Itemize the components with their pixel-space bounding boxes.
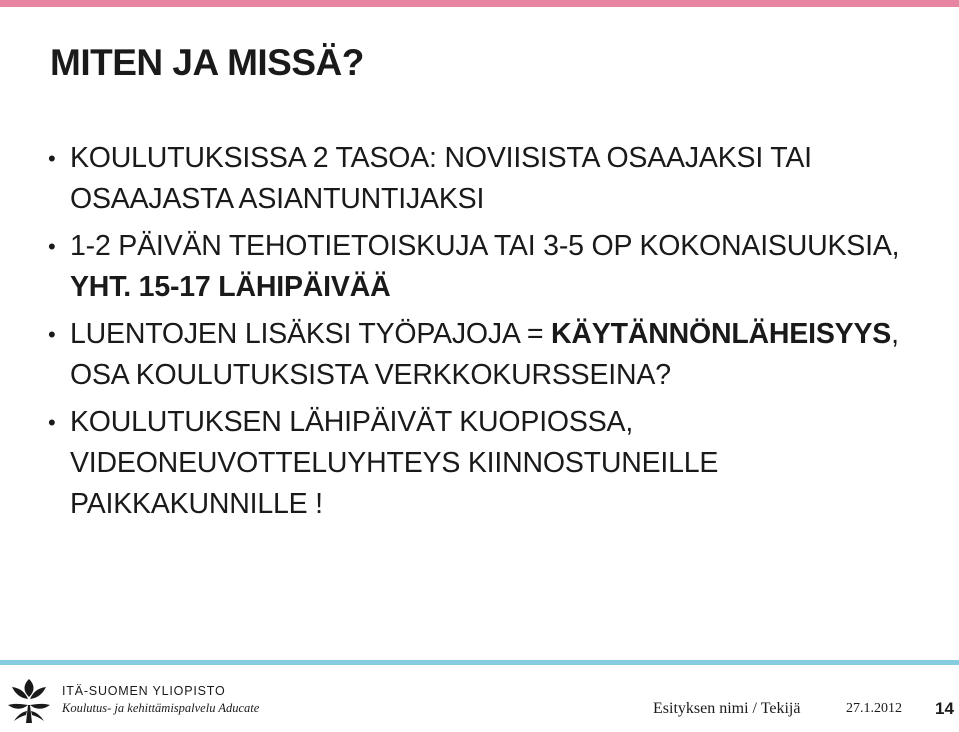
footer-date: 27.1.2012: [846, 701, 902, 716]
bullet-text: KOULUTUKSEN LÄHIPÄIVÄT KUOPIOSSA, VIDEONEUVOTTELUYHTEYS KIINNOSTUNEILLE PAIKKAKUNNILLE !: [70, 406, 719, 520]
bottom-accent-bar: [0, 660, 959, 665]
page-number: 14: [935, 699, 954, 718]
uef-logo-icon: [6, 675, 52, 725]
bullet-list: [48, 138, 948, 531]
bullet-text-emphasis: YHT. 15-17 LÄHIPÄIVÄÄ: [70, 271, 391, 303]
bullet-text-emphasis: KÄYTÄNNÖNLÄHEISYYS: [551, 318, 892, 350]
bullet-item: [48, 314, 948, 396]
bullet-item: [48, 402, 948, 525]
slide-title: MITEN JA MISSÄ?: [50, 42, 364, 83]
bullet-text: 1-2 PÄIVÄN TEHOTIETOISKUJA TAI 3-5 OP KOKONAISUUKSIA,: [70, 230, 900, 262]
bullet-item: [48, 226, 948, 308]
top-accent-bar: [0, 0, 959, 7]
footer-presentation-name: Esityksen nimi / Tekijä: [653, 700, 801, 717]
bullet-text: KOULUTUKSISSA 2 TASOA: NOVIISISTA OSAAJAKSI TAI OSAAJASTA ASIANTUNTIJAKSI: [70, 142, 812, 215]
university-name: ITÄ-SUOMEN YLIOPISTO: [62, 684, 226, 698]
bullet-item: [48, 138, 948, 220]
bullet-text: LUENTOJEN LISÄKSI TYÖPAJOJA =: [70, 318, 552, 350]
university-unit: Koulutus- ja kehittämispalvelu Aducate: [62, 701, 260, 715]
bullet-text: , OSA KOULUTUKSISTA VERKKOKURSSEINA?: [70, 318, 899, 391]
